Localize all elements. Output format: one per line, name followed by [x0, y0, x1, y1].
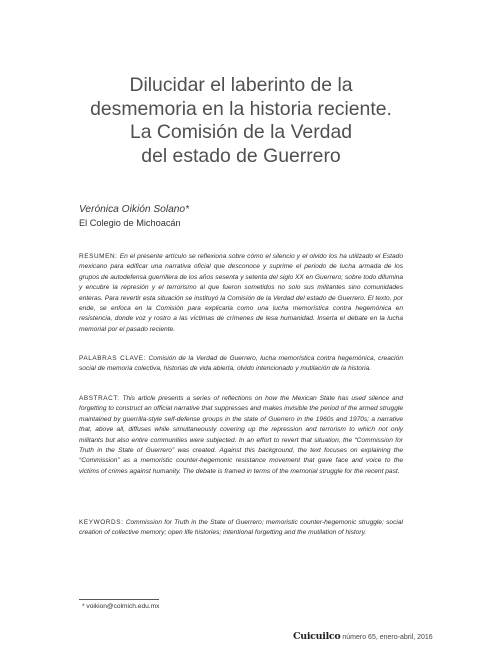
journal-logo: Cuicuilco	[293, 631, 341, 642]
palabras-clave-text: Comisión de la Verdad de Guerrero, lucha memorística contra hegemónica, creación social de memoria colectiva, historias de vida abierta, olvido intencionado y mutilación de la historia.	[79, 355, 403, 373]
journal-footer	[293, 631, 433, 642]
footnote-email: * voikion@colmich.edu.mx	[82, 603, 160, 610]
resumen-label: RESUMEN:	[79, 253, 118, 260]
keywords-label: KEYWORDS:	[79, 519, 124, 526]
footnote-rule	[79, 599, 159, 600]
keywords-section	[79, 518, 403, 539]
keywords-text: Commission for Truth in the State of Guerrero; memoristic counter-hegemonic struggle; social creation of collective memory; open life histories; intentional forgetting and the mutilation of history.	[79, 519, 403, 537]
palabras-clave-section	[79, 354, 403, 375]
abstract-text: This article presents a series of reflections on how the Mexican State has used silence and forgetting to construct an official narrative that suppresses and makes invisible the period of the armed struggle maintained by guerrilla-style self-defense groups in the state of Guerrero in the 1960s and 1970s; a narrative that, above all, diffuses while simultaneously covering up the repression and terrorism to which not only militants but also entire communities were subjected. In an effort to revert that situation, the “Commission for Truth in the State of Guerrero” was created. Against this background, the text focuses on explaining the “Commission” as a memoristic counter-hegemonic resistance movement that gave face and voice to the victims of crimes against humanity. The debate is framed in terms of the memorial struggle for the recent past.	[79, 395, 403, 475]
resumen-text: En el presente artículo se reflexiona sobre cómo el silencio y el olvido los ha utilizado el Estado mexicano para edificar una narrativa oficial que desconoce y suprime el periodo de lucha armada de los grupos de autodefensa guerrillera de los años sesenta y setenta del siglo XX en Guerrero; sobre todo difumina y encubre la represión y el terrorismo al que fueron sometidos no solo sus militantes sino comunidades enteras. Para revertir esta situación se instituyó la Comisión de la Verdad del estado de Guerrero. El texto, por ende, se enfoca en la Comisión para explicarla como una lucha memorística contra hegemónica en resistencia, donde voz y rostro a las víctimas de crímenes de lesa humanidad. Inserta el debate en la lucha memorial por el pasado reciente.	[79, 253, 403, 333]
title-line-2: desmemoria en la historia reciente.	[90, 97, 392, 120]
abstract-label: ABSTRACT:	[79, 395, 120, 402]
article-title	[60, 74, 422, 168]
author-name: Verónica Oikión Solano*	[79, 204, 190, 215]
resumen-section	[79, 252, 403, 335]
journal-issue: número 65, enero-abril, 2016	[342, 634, 433, 641]
title-line-3: La Comisión de la Verdad	[129, 121, 353, 143]
palabras-clave-label: PALABRAS CLAVE:	[79, 355, 146, 362]
title-line-1: Dilucidar el laberinto de la	[129, 74, 353, 96]
abstract-section	[79, 394, 403, 477]
author-affiliation: El Colegio de Michoacán	[79, 218, 181, 228]
title-line-4: del estado de Guerrero	[141, 144, 341, 167]
